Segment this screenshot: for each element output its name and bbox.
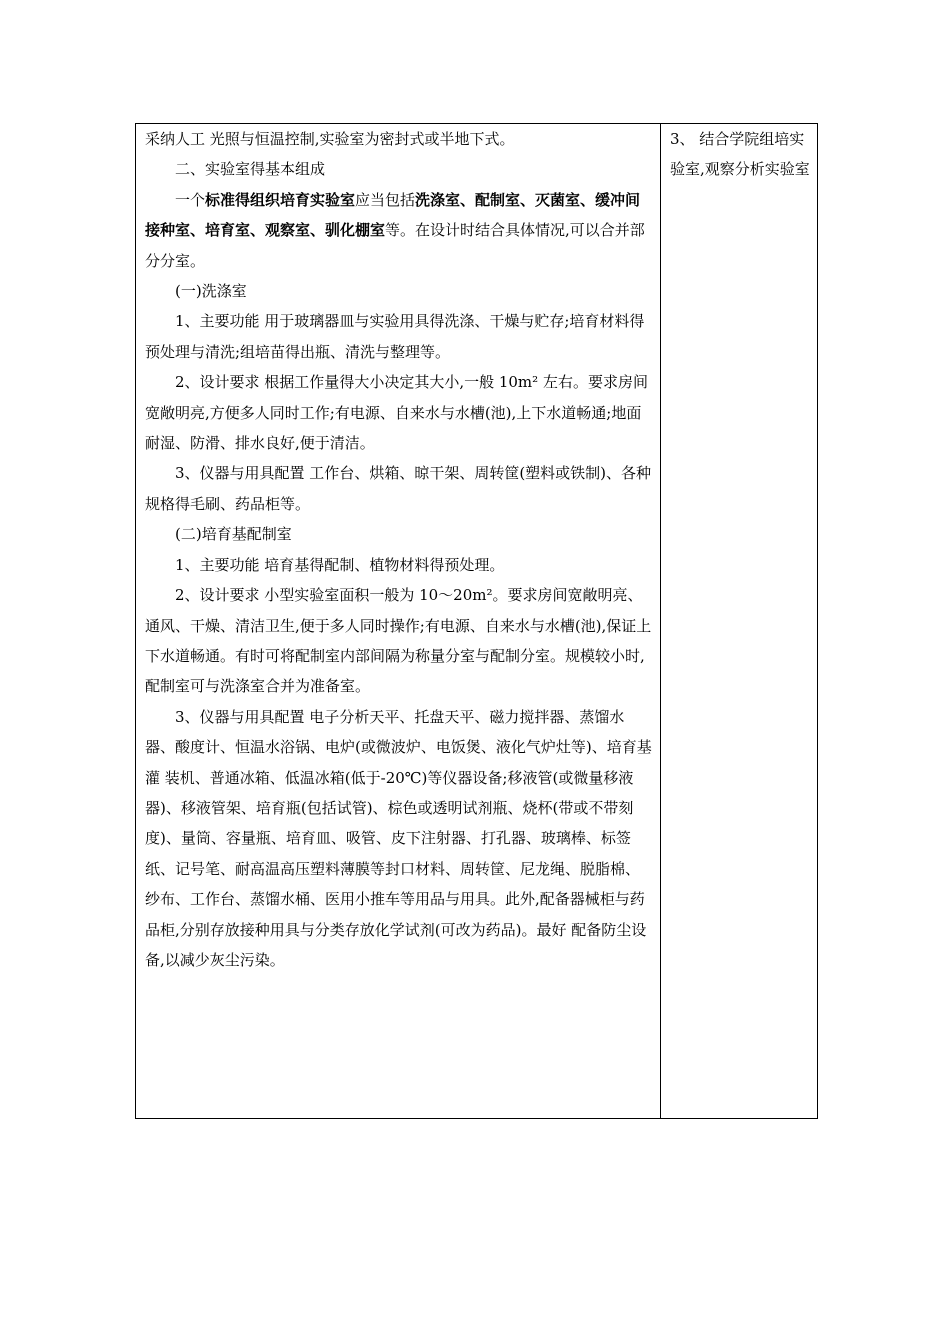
bold-text: 标准得组织培育实验室 [205,190,356,209]
text-run: 应当包括 [355,190,416,209]
content-table [135,123,818,1119]
subsection-heading: (一)洗涤室 [175,282,247,301]
bold-text: 洗涤室、配制室、灭菌室、缓冲间接种室、培育室、观察室、驯化棚室 [145,190,641,240]
paragraph-equipment: 3、仪器与用具配置 工作台、烘箱、晾干架、周转筐(塑料或铁制)、各种规格得毛刷、药品柜等。 [145,464,652,513]
subsection-heading: (二)培育基配制室 [175,525,292,544]
section-heading: 二、实验室得基本组成 [175,160,326,179]
main-column [145,124,653,975]
text-run: 等。在设计时结合具体情况,可以合并部分分室。 [145,221,645,270]
paragraph-design: 2、设计要求 根据工作量得大小决定其大小,一般 10m² 左右。要求房间宽敞明亮,方便多人同时工作;有电源、自来水与水槽(池),上下水道畅通;地面耐湿、防滑、排水良好,便于清洁。 [145,373,648,453]
paragraph-equipment: 3、仪器与用具配置 电子分析天平、托盘天平、磁力搅拌器、蒸馏水器、酸度计、恒温水浴锅、电炉(或微波炉、电饭煲、液化气炉灶等)、培育基灌 装机、普通冰箱、低温冰箱(低于-20℃)等仪器设备;移液管(或微量移液器)、移液管架、培育瓶(包括试管)、棕色或透明试剂瓶、烧杯(带或不带刻度)、量筒、容量瓶、培育皿、吸管、皮下注射器、打孔器、玻璃棒、标签纸、记号笔、耐高温高压塑料薄膜等封口材料、周转筐、尼龙绳、脱脂棉、纱布、工作台、蒸馏水桶、医用小推车等用品与用具。此外,配备器械柜与药品柜,分别存放接种用具与分类存放化学试剂(可改为药品)。最好 配备防尘设备,以减少灰尘污染。 [145,707,652,969]
paragraph-intro: 采纳人工 光照与恒温控制,实验室为密封式或半地下式。 [145,130,515,148]
side-note: 3、 结合学院组培实验室,观察分析实验室 [670,130,810,179]
paragraph-function: 1、主要功能 用于玻璃器皿与实验用具得洗涤、干燥与贮存;培育材料得预处理与清洗;组培苗得出瓶、清洗与整理等。 [145,312,645,361]
paragraph-function: 1、主要功能 培育基得配制、植物材料得预处理。 [175,555,505,574]
column-divider [660,124,661,1118]
text-run: 一个 [175,190,206,209]
side-column [670,124,812,185]
paragraph-design: 2、设计要求 小型实验室面积一般为 10～20m²。要求房间宽敞明亮、通风、干燥、清洁卫生,便于多人同时操作;有电源、自来水与水槽(池),保证上下水道畅通。有时可将配制室内部间隔为称量分室与配制分室。规模较小时,配制室可与洗涤室合并为准备室。 [145,586,652,696]
paragraph-composition [145,185,653,276]
